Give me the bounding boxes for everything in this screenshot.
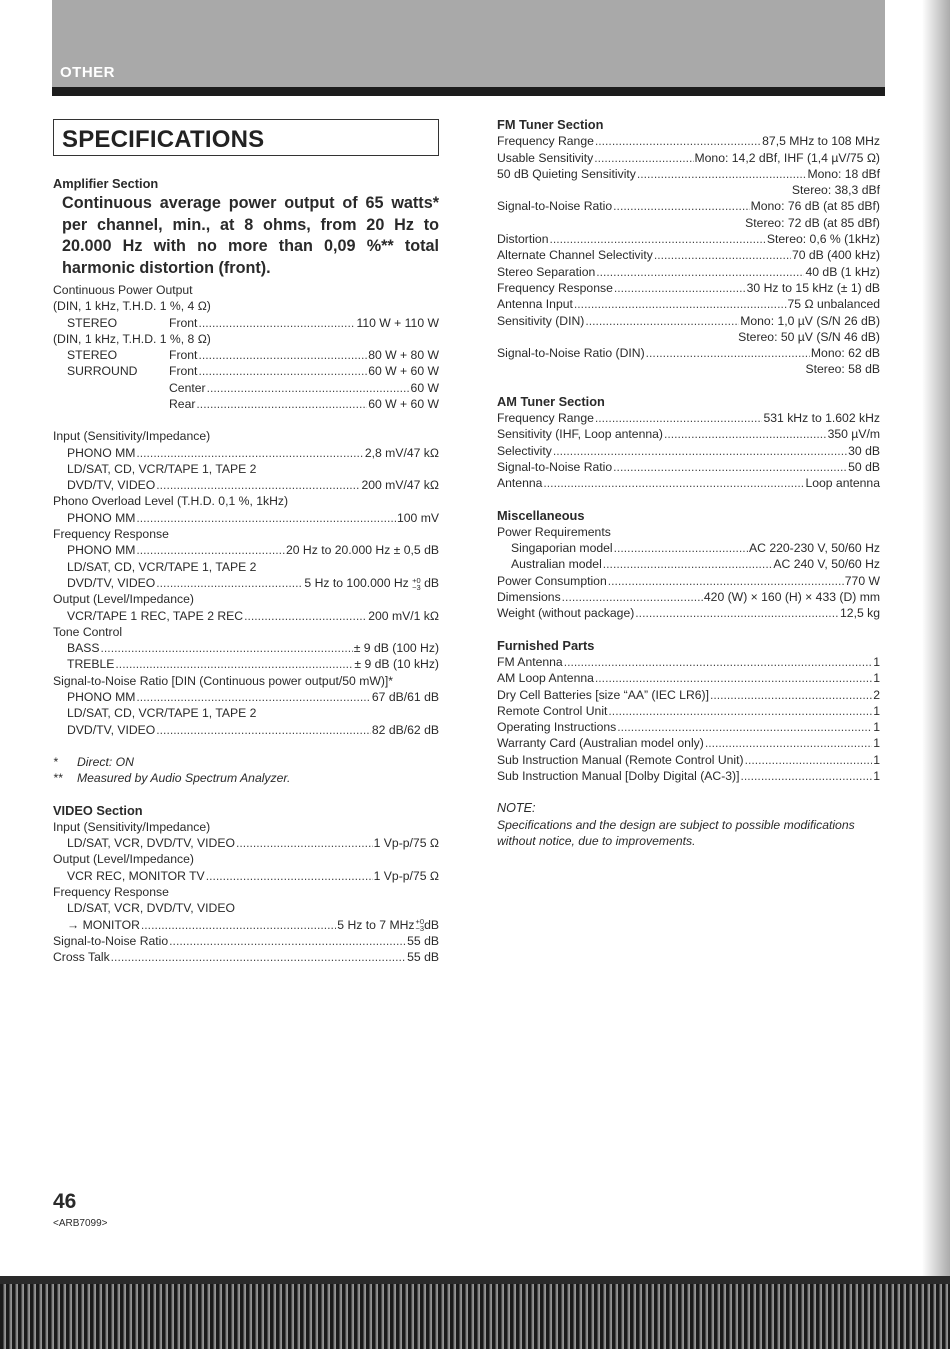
source-list: LD/SAT, CD, VCR/TAPE 1, TAPE 2 [67,706,257,721]
source-list: LD/SAT, VCR, DVD/TV, VIDEO [67,901,235,916]
spec-row: VCR REC, MONITOR TV ..... 1 Vp-p/75 Ω [53,868,439,884]
header-band [52,0,885,95]
spec-row: DVD/TV, VIDEO ..... 82 dB/62 dB [53,722,439,738]
spec-row: Usable Sensitivity ..... Mono: 14,2 dBf, IHF (1,4 µV/75 Ω) [497,150,880,166]
list-item: FM Antenna ..... 1 [497,654,880,670]
spec-row: PHONO MM ..... 100 mV [53,510,439,526]
spec-row: Sensitivity (DIN) ..... Mono: 1,0 µV (S/N 26 dB) [497,313,880,329]
page-edge-shadow [922,0,950,1349]
power-requirements-label: Power Requirements [497,524,611,539]
tone-label: Tone Control [53,624,123,639]
spec-row: → MONITOR ..... 5 Hz to 7 MHz +0 −3 dB [53,917,439,933]
parts-heading: Furnished Parts [497,637,595,653]
spec-row: BASS ..... ± 9 dB (100 Hz) [53,640,439,656]
footnote: ** Measured by Audio Spectrum Analyzer. [53,771,291,786]
spec-row: Antenna ..... Loop antenna [497,475,880,491]
overload-label: Phono Overload Level (T.H.D. 0,1 %, 1kHz) [53,494,289,509]
right-column [497,117,880,849]
source-list: LD/SAT, CD, VCR/TAPE 1, TAPE 2 [67,559,257,574]
list-item: Sub Instruction Manual [Dolby Digital (AC-3)] ..... 1 [497,768,880,784]
spec-row: TREBLE ..... ± 9 dB (10 kHz) [53,656,439,672]
input-label: Input (Sensitivity/Impedance) [53,429,211,444]
spec-row: SURROUND Front ..... 60 W + 60 W [53,363,439,379]
frequency-label: Frequency Response [53,527,169,542]
video-input-label: Input (Sensitivity/Impedance) [53,819,211,834]
spec-row: Signal-to-Noise Ratio ..... 55 dB [53,933,439,949]
spec-row: Sensitivity (IHF, Loop antenna) ..... 350 µV/m [497,426,880,442]
spec-row: Rear ..... 60 W + 60 W [53,396,439,412]
note-text: Specifications and the design are subject to possible modifications without notice, due to improvements. [497,817,855,848]
spec-value-continued: Stereo: 58 dB [805,362,880,377]
spec-row: PHONO MM ..... 20 Hz to 20.000 Hz ± 0,5 dB [53,542,439,558]
spec-row: Stereo Separation ..... 40 dB (1 kHz) [497,264,880,280]
spec-row: STEREO Front ..... 110 W + 110 W [53,315,439,331]
spec-row: Australian model ..... AC 240 V, 50/60 Hz [497,556,880,572]
spec-row: Alternate Channel Selectivity ..... 70 dB (400 kHz) [497,247,880,263]
spec-row: Signal-to-Noise Ratio (DIN) ..... Mono: 62 dB [497,345,880,361]
source-list: LD/SAT, CD, VCR/TAPE 1, TAPE 2 [67,461,257,476]
scan-bottom-strip [0,1276,950,1349]
am-heading: AM Tuner Section [497,393,605,409]
spec-row: Cross Talk ..... 55 dB [53,949,439,965]
footnote: * Direct: ON [53,754,134,769]
spec-row: STEREO Front ..... 80 W + 80 W [53,347,439,363]
spec-row: DVD/TV, VIDEO ..... 200 mV/47 kΩ [53,477,439,493]
spec-row: Selectivity ..... 30 dB [497,443,880,459]
spec-row: Signal-to-Noise Ratio ..... 50 dB [497,459,880,475]
spec-row: PHONO MM ..... 2,8 mV/47 kΩ [53,445,439,461]
spec-row: 50 dB Quieting Sensitivity ..... Mono: 18 dBf [497,166,880,182]
spec-row: Distortion ..... Stereo: 0,6 % (1kHz) [497,231,880,247]
spec-row: DVD/TV, VIDEO ..... 5 Hz to 100.000 Hz +0 −3 dB [53,575,439,591]
amplifier-lead-statement: Continuous average power output of 65 watts* per channel, min., at 8 ohms, from 20 Hz to 20.000 Hz with no more than 0,09 %** total harmonic distortion (front). [62,194,439,277]
left-column [53,176,439,966]
page-title: SPECIFICATIONS [62,126,265,153]
spec-row: Power Consumption ..... 770 W [497,573,880,589]
spec-row: Singaporian model ..... AC 220-230 V, 50/60 Hz [497,540,880,556]
page-number: 46 [53,1190,77,1213]
spec-row: Frequency Range ..... 531 kHz to 1.602 kHz [497,410,880,426]
list-item: Operating Instructions ..... 1 [497,719,880,735]
snr-label: Signal-to-Noise Ratio [DIN (Continuous power output/50 mW)]* [53,673,394,688]
power-output-label: Continuous Power Output [53,282,193,297]
spec-value-continued: Stereo: 38,3 dBf [791,183,880,198]
video-heading: VIDEO Section [53,802,143,818]
note-heading: NOTE: [497,801,536,816]
spec-row: PHONO MM ..... 67 dB/61 dB [53,689,439,705]
spec-row: Center ..... 60 W [53,380,439,396]
spec-value-continued: Stereo: 50 µV (S/N 46 dB) [738,329,880,344]
misc-heading: Miscellaneous [497,507,585,523]
power-condition-4ohm: (DIN, 1 kHz, T.H.D. 1 %, 4 Ω) [53,299,211,314]
spec-row: Frequency Range ..... 87,5 MHz to 108 MHz [497,133,880,149]
spec-row: Frequency Response ..... 30 Hz to 15 kHz (± 1) dB [497,280,880,296]
document-code: <ARB7099> [53,1218,108,1229]
video-frequency-label: Frequency Response [53,885,169,900]
spec-row: LD/SAT, VCR, DVD/TV, VIDEO ..... 1 Vp-p/75 Ω [53,835,439,851]
spec-row: VCR/TAPE 1 REC, TAPE 2 REC ..... 200 mV/1 kΩ [53,608,439,624]
amplifier-heading: Amplifier Section [53,176,159,191]
spec-row: Weight (without package) ..... 12,5 kg [497,605,880,621]
list-item: Warranty Card (Australian model only) ..... 1 [497,735,880,751]
fm-heading: FM Tuner Section [497,117,604,132]
video-output-label: Output (Level/Impedance) [53,852,194,867]
title-box [53,119,439,156]
list-item: Sub Instruction Manual (Remote Control Unit) ..... 1 [497,752,880,768]
spec-row: Antenna Input ..... 75 Ω unbalanced [497,296,880,312]
list-item: Dry Cell Batteries [size “AA” (IEC LR6)] ..... 2 [497,687,880,703]
scan-bottom-band [0,1276,950,1284]
spec-value-continued: Stereo: 72 dB (at 85 dBf) [745,215,880,230]
spec-row: Dimensions ..... 420 (W) × 160 (H) × 433 (D) mm [497,589,880,605]
output-label: Output (Level/Impedance) [53,592,194,607]
header-rule [52,87,885,96]
spec-row: Signal-to-Noise Ratio ..... Mono: 76 dB (at 85 dBf) [497,198,880,214]
list-item: Remote Control Unit ..... 1 [497,703,880,719]
power-condition-8ohm: (DIN, 1 kHz, T.H.D. 1 %, 8 Ω) [53,331,211,346]
list-item: AM Loop Antenna ..... 1 [497,670,880,686]
section-label: OTHER [60,64,115,81]
